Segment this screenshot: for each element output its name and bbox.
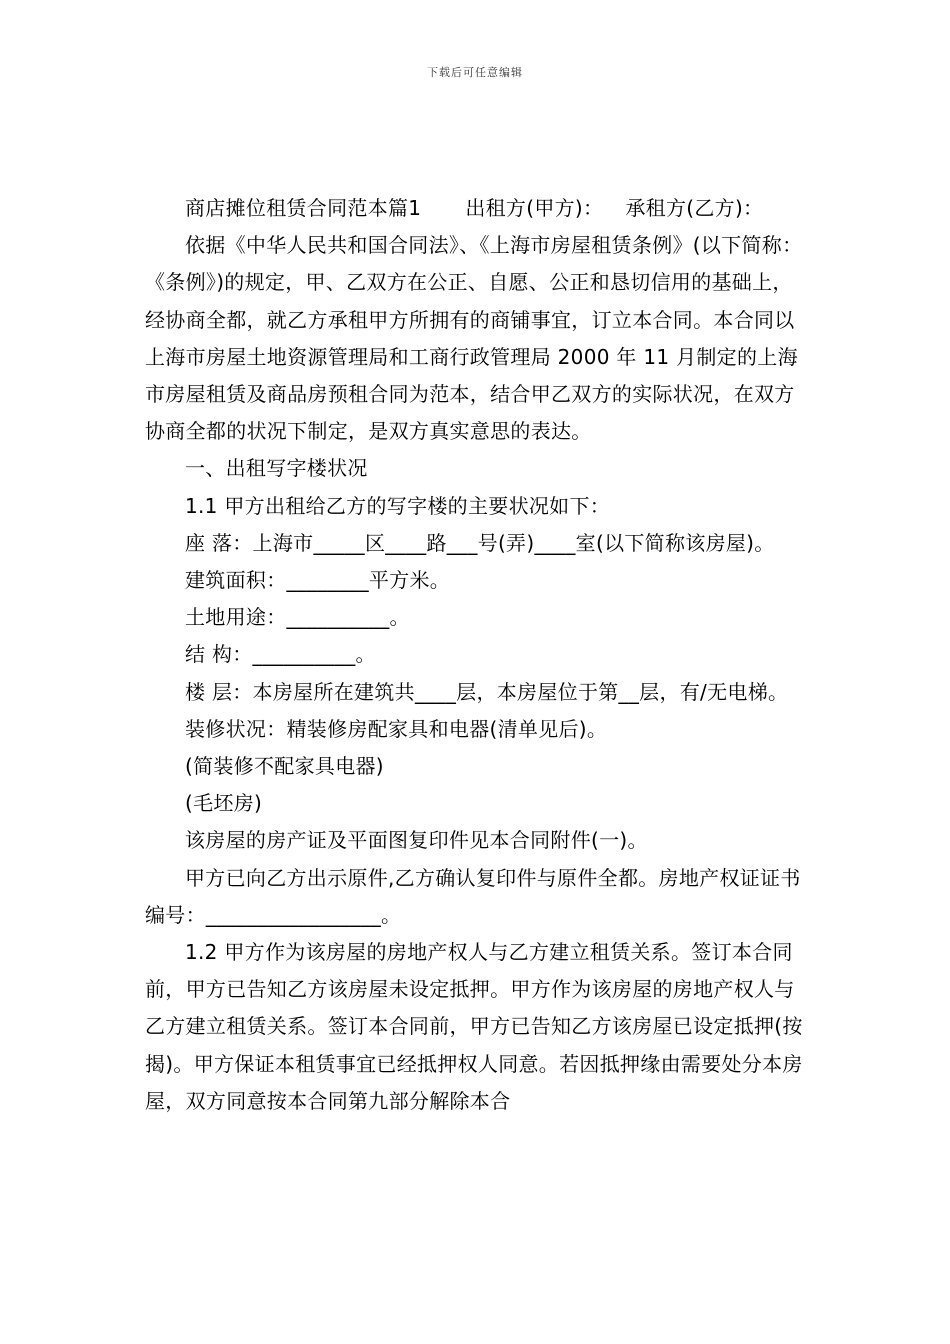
- document-title: 商店摊位租赁合同范本篇1: [185, 196, 422, 220]
- rough-house-line: (毛坯房): [185, 791, 263, 816]
- document-body: [145, 190, 810, 1120]
- lessor-label: 出租方(甲方)：: [465, 196, 604, 220]
- simple-decoration-line: (简装修不配家具电器): [185, 754, 384, 779]
- area-line: 建筑面积：________平方米。: [185, 568, 451, 593]
- land-use-line: 土地用途：__________。: [185, 605, 410, 630]
- lessee-label: 承租方(乙方)：: [625, 196, 764, 220]
- page-header-note: 下载后可任意编辑: [427, 66, 523, 79]
- structure-line: 结 构：__________。: [185, 642, 376, 667]
- floor-line: 楼 层：本房屋所在建筑共____层，本房屋位于第__层，有/无电梯。: [185, 679, 789, 704]
- intro-paragraph: 依据《中华人民共和国合同法》、《上海市房屋租赁条例》(以下简称：《条例》)的规定，甲、乙双方在公正、自愿、公正和恳切信用的基础上，经协商全都，就乙方承租甲方所拥有的商铺事宜，订立本合同。本合同以上海市房屋土地资源管理局和工商行政管理局 2000 年 11 月制定的上海市房屋租赁及商品房预租合同为范本，结合甲乙双方的实际状况，在双方协商全都的状况下制定，是双方真实意思的表达。: [145, 233, 803, 444]
- title-line: [145, 190, 810, 227]
- location-line: 座 落：上海市_____区____路___号(弄)____室(以下简称该房屋)。: [185, 530, 775, 555]
- clause-1-2: 1.2 甲方作为该房屋的房地产权人与乙方建立租赁关系。签订本合同前，甲方已告知乙方该房屋未设定抵押。甲方作为该房屋的房地产权人与乙方建立租赁关系。签订本合同前，甲方已告知乙方该房屋已设定抵押(按揭)。甲方保证本租赁事宜已经抵押权人同意。若因抵押缘由需要处分本房屋，双方同意按本合同第九部分解除本合: [145, 940, 803, 1113]
- section-heading: 一、出租写字楼状况: [185, 456, 368, 481]
- decoration-line: 装修状况：精装修房配家具和电器(清单见后)。: [185, 716, 608, 741]
- certificate-attachment-line: 该房屋的房产证及平面图复印件见本合同附件(一)。: [185, 828, 648, 853]
- clause-1-1: 1.1 甲方出租给乙方的写字楼的主要状况如下：: [185, 493, 611, 518]
- certificate-number-paragraph: 甲方已向乙方出示原件,乙方确认复印件与原件全都。房地产权证证书编号：_________________。: [145, 865, 801, 927]
